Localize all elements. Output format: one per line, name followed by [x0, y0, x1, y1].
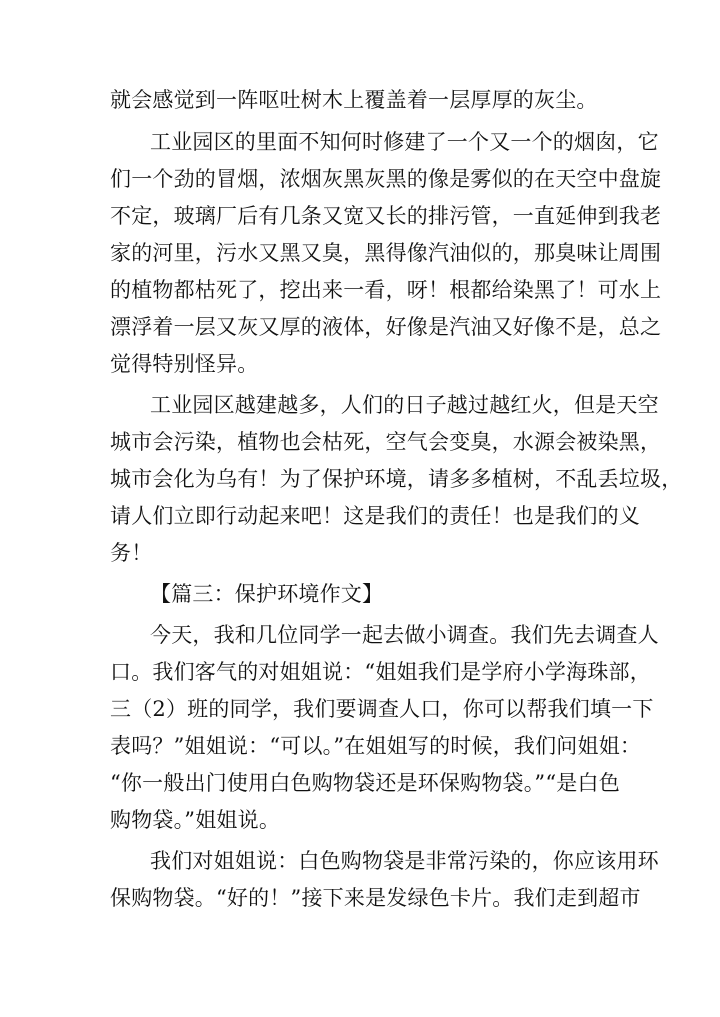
text-line: “你一般出门使用白色购物袋还是环保购物袋。”“是白色 — [110, 771, 620, 795]
text-line: 觉得特别怪异。 — [110, 352, 259, 376]
section-heading: 【篇三：保护环境作文】 — [150, 582, 384, 606]
text-line: 城市会化为乌有！为了保护环境，请多多植树，不乱丢垃圾， — [110, 467, 683, 491]
text-line: 三（2）班的同学，我们要调查人口，你可以帮我们填一下 — [110, 697, 654, 721]
text-line: 我们对姐姐说：白色购物袋是非常污染的，你应该用环 — [150, 849, 659, 873]
text-line: 保购物袋。“好的！”接下来是发绿色卡片。我们走到超市 — [110, 886, 641, 910]
text-line: 的植物都枯死了，挖出来一看，呀！根都给染黑了！可水上 — [110, 278, 662, 302]
text-line: 购物袋。”姐姐说。 — [110, 808, 281, 832]
text-line: 家的河里，污水又黑又臭，黑得像汽油似的，那臭味让周围 — [110, 241, 662, 265]
text-line: 务！ — [110, 541, 153, 565]
text-line: 口。我们客气的对姐姐说：“姐姐我们是学府小学海珠部， — [110, 660, 651, 684]
text-line: 工业园区越建越多，人们的日子越过越红火，但是天空 — [150, 393, 659, 417]
text-line: 工业园区的里面不知何时修建了一个又一个的烟囱，它 — [150, 130, 659, 154]
text-line: 漂浮着一层又灰又厚的液体，好像是汽油又好像不是，总之 — [110, 315, 662, 339]
text-line: 今天，我和几位同学一起去做小调查。我们先去调查人 — [150, 623, 659, 647]
text-line: 城市会污染，植物也会枯死，空气会变臭，水源会被染黑， — [110, 430, 662, 454]
text-line: 表吗？”姐姐说：“可以。”在姐姐写的时候，我们问姐姐： — [110, 734, 642, 758]
text-line: 们一个劲的冒烟，浓烟灰黑灰黑的像是雾似的在天空中盘旋 — [110, 167, 662, 191]
text-line: 就会感觉到一阵呕吐树木上覆盖着一层厚厚的灰尘。 — [110, 88, 598, 112]
text-line: 不定，玻璃厂后有几条又宽又长的排污管，一直延伸到我老 — [110, 204, 662, 228]
text-line: 请人们立即行动起来吧！这是我们的责任！也是我们的义 — [110, 504, 640, 528]
